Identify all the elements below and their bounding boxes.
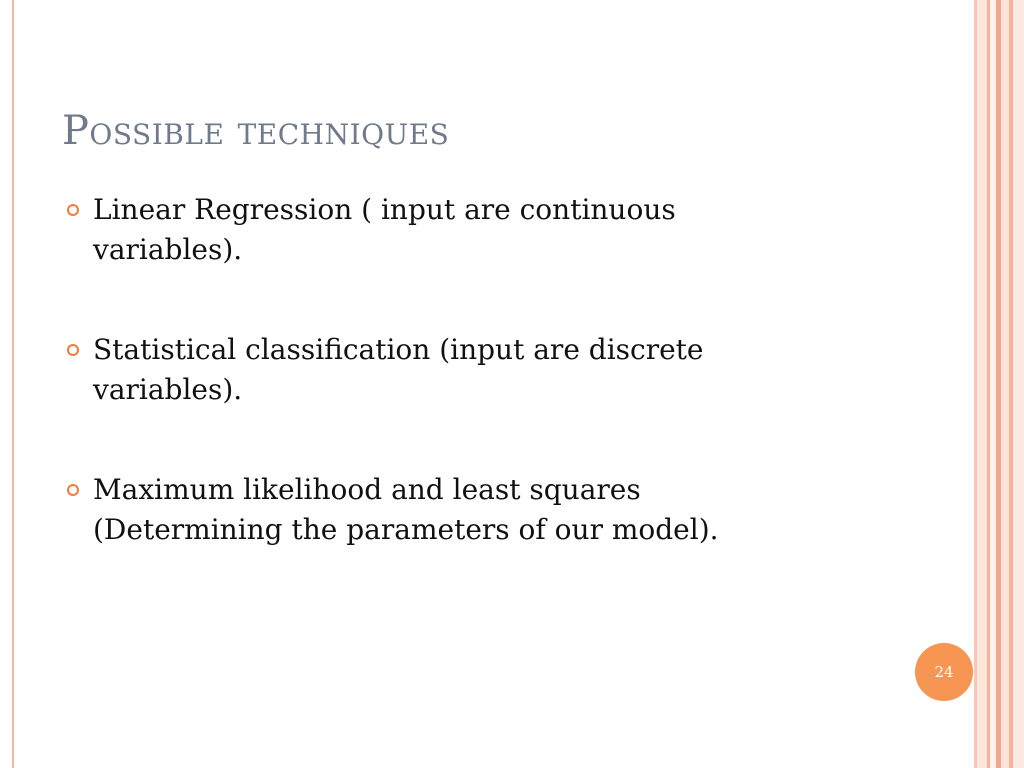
slide-title: Possible techniques xyxy=(62,108,450,154)
right-decorative-stripes xyxy=(974,0,1024,768)
bullet-text: Statistical classification (input are discrete variables). xyxy=(93,333,704,406)
bullet-item xyxy=(64,190,824,270)
bullet-list xyxy=(64,190,824,610)
stripe xyxy=(977,0,987,768)
left-border-line xyxy=(12,0,14,768)
bullet-item xyxy=(64,470,824,550)
bullet-icon xyxy=(67,344,79,356)
stripe xyxy=(1013,0,1024,768)
bullet-icon xyxy=(67,204,79,216)
page-number-badge: 24 xyxy=(915,643,973,701)
bullet-icon xyxy=(67,484,79,496)
bullet-text: Linear Regression ( input are continuous variables). xyxy=(93,193,676,266)
bullet-text: Maximum likelihood and least squares (Determining the parameters of our model). xyxy=(93,473,719,546)
stripe xyxy=(1001,0,1009,768)
bullet-item xyxy=(64,330,824,410)
